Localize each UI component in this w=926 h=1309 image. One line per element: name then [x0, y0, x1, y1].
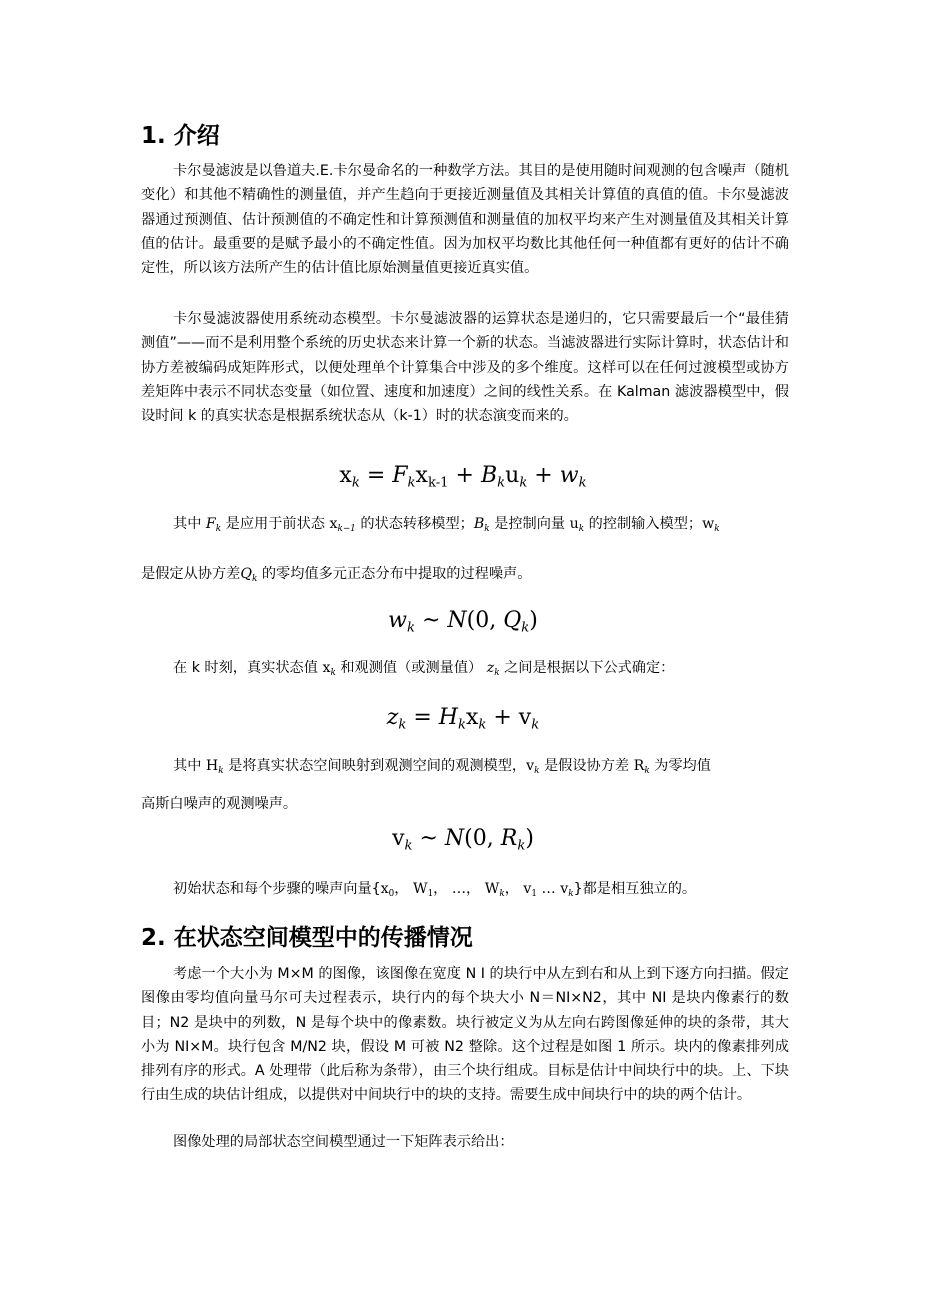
- section-number: 2.: [141, 925, 166, 951]
- section-heading-2: [141, 923, 473, 953]
- equation-note-line-3: 其中 $H_k$ 是将真实状态空间映射到观测空间的观测模型，$v_k$ 是假设协方差 $R_k$ 为零均值: [173, 758, 711, 777]
- section-number: 1.: [141, 123, 166, 149]
- equation-note-line-4: 高斯白噪声的观测噪声。: [141, 796, 298, 812]
- section-heading-1: [141, 121, 220, 151]
- equation-note-line-2: 是假定从协方差$Q_k$ 的零均值多元正态分布中提取的过程噪声。: [141, 566, 532, 585]
- section-title: 介绍: [173, 123, 220, 149]
- independence-line: 初始状态和每个步骤的噪声向量{$x_0$， $W_1$， …， $W_k$， $v_1$ … $v_k$}都是相互独立的。: [173, 881, 697, 900]
- equation-note-line-1: 其中 $F_k$ 是应用于前状态 $x_{k-1}$ 的状态转移模型；$B_k$ 是控制向量 $u_k$ 的控制输入模型；$w_k$: [173, 516, 720, 535]
- paragraph-intro-2: 卡尔曼滤波器使用系统动态模型。卡尔曼滤波器的运算状态是递归的，它只需要最后一个“最佳猜测值”——而不是利用整个系统的历史状态来计算一个新的状态。当滤波器进行实际计算时，状态估计和协方差被编码成矩阵形式，以便处理单个计算集合中涉及的多个维度。这样可以在任何过渡模型或协方差矩阵中表示不同状态变量（如位置、速度和加速度）之间的线性关系。在 Kalman 滤波器模型中，假设时间 k 的真实状态是根据系统状态从（k-1）时的状态演变而来的。: [141, 311, 789, 425]
- section-title: 在状态空间模型中的传播情况: [173, 925, 473, 951]
- equation-observation-noise: $v_k$ ~ N(0, $R_k$): [392, 826, 534, 854]
- paragraph-intro-1: 卡尔曼滤波是以鲁道夫.E.卡尔曼命名的一种数学方法。其目的是使用随时间观测的包含噪声（随机变化）和其他不精确性的测量值，并产生趋向于更接近测量值及其相关计算值的真值的值。卡尔曼滤波器通过预测值、估计预测值的不确定性和计算预测值和测量值的加权平均来产生对测量值及其相关计算值的估计。最重要的是赋予最小的不确定性值。因为加权平均数比其他任何一种值都有更好的估计不确定性，所以该方法所产生的估计值比原始测量值更接近真实值。: [141, 163, 789, 277]
- equation-process-noise: $w_k$ ~ N(0, $Q_k$): [388, 608, 538, 636]
- observation-intro-line: 在 k 时刻，真实状态值 $x_k$ 和观测值（或测量值） $z_k$ 之间是根据以下公式确定：: [173, 660, 675, 679]
- paragraph-state-space-2: 图像处理的局部状态空间模型通过一下矩阵表示给出：: [173, 1134, 514, 1150]
- equation-observation: $z_k = H_kx_k + v_k$: [386, 705, 540, 733]
- paragraph-state-space-1: 考虑一个大小为 M×M 的图像，该图像在宽度 N I 的块行中从左到右和从上到下逐方向扫描。假定图像由零均值向量马尔可夫过程表示，块行内的每个块大小 N＝NI×N2，其中 NI 是块内像素行的数目；N2 是块中的列数，N 是每个块中的像素数。块行被定义为从左向右跨图像延伸的块的条带，其大小为 NI×M。块行包含 M/N2 块，假设 M 可被 N2 整除。这个过程是如图 1 所示。块内的像素排列成排列有序的形式。A 处理带（此后称为条带），由三个块行组成。目标是估计中间块行中的块。上、下块行由生成的块估计组成，以提供对中间块行中的块的支持。需要生成中间块行中的块的两个估计。: [141, 966, 789, 1104]
- equation-state-transition: $x_k = F_kx_{k-1} + B_ku_k + w_k$: [339, 463, 587, 491]
